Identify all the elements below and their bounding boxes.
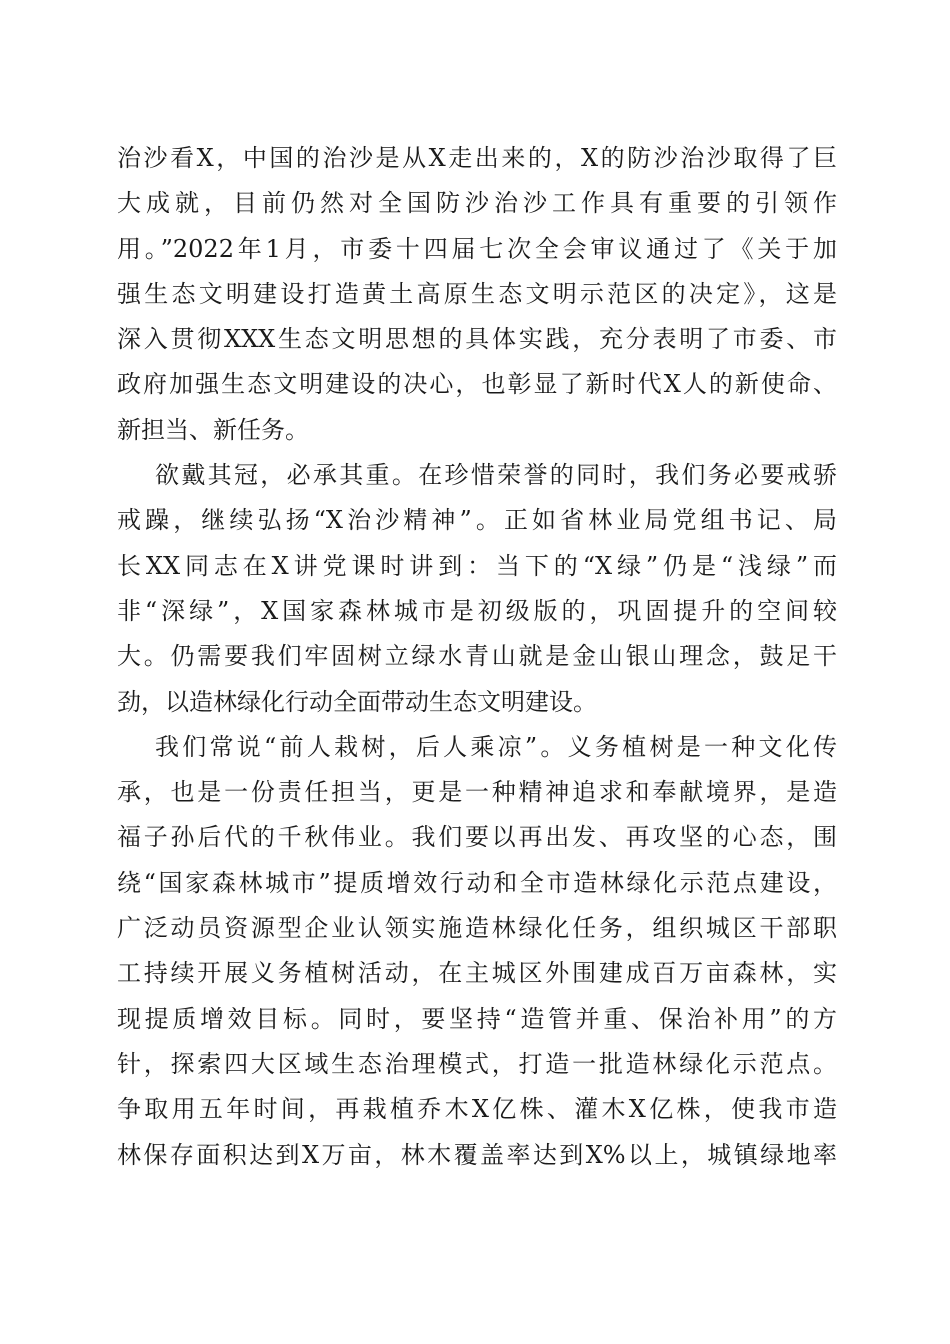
paragraph-3 [117, 725, 837, 1178]
text-line: 绕“国家森林城市”提质增效行动和全市造林绿化示范点建设， [117, 868, 837, 897]
text-line: 长XX同志在X讲党课时讲到：当下的“X绿”仍是“浅绿”而 [117, 551, 837, 580]
text-line: 大成就，目前仍然对全国防沙治沙工作具有重要的引领作 [117, 189, 837, 218]
text-line: 新担当、新任务。 [117, 415, 309, 444]
document-body [117, 136, 837, 1178]
text-line: 深入贯彻XXX生态文明思想的具体实践，充分表明了市委、市 [117, 325, 837, 354]
text-line: 我们常说“前人栽树，后人乘凉”。义务植树是一种文化传 [155, 732, 837, 761]
text-line: 林保存面积达到X万亩，林木覆盖率达到X%以上，城镇绿地率 [117, 1140, 837, 1169]
text-line: 针，探索四大区域生态治理模式，打造一批造林绿化示范点。 [117, 1049, 837, 1078]
text-line: 政府加强生态文明建设的决心，也彰显了新时代X人的新使命、 [117, 370, 837, 399]
text-line: 大。仍需要我们牢固树立绿水青山就是金山银山理念，鼓足干 [117, 642, 837, 671]
text-line: 承，也是一份责任担当，更是一种精神追求和奉献境界，是造 [117, 778, 837, 807]
text-line: 戒躁，继续弘扬“X治沙精神”。正如省林业局党组书记、局 [117, 506, 837, 535]
text-line: 用。”2022年1月，市委十四届七次全会审议通过了《关于加 [117, 234, 837, 263]
paragraph-1 [117, 136, 837, 453]
paragraph-2 [117, 453, 837, 725]
text-line: 工持续开展义务植树活动，在主城区外围建成百万亩森林，实 [117, 959, 837, 988]
text-line: 福子孙后代的千秋伟业。我们要以再出发、再攻坚的心态，围 [117, 823, 837, 852]
text-line: 现提质增效目标。同时，要坚持“造管并重、保治补用”的方 [117, 1004, 837, 1033]
text-line: 欲戴其冠，必承其重。在珍惜荣誉的同时，我们务必要戒骄 [155, 461, 837, 490]
text-line: 广泛动员资源型企业认领实施造林绿化任务，组织城区干部职 [117, 914, 837, 943]
text-line: 治沙看X，中国的治沙是从X走出来的，X的防沙治沙取得了巨 [117, 144, 837, 172]
text-line: 争取用五年时间，再栽植乔木X亿株、灌木X亿株，使我市造 [117, 1095, 837, 1124]
text-line: 强生态文明建设打造黄土高原生态文明示范区的决定》，这是 [117, 279, 837, 308]
text-line: 非“深绿”，X国家森林城市是初级版的，巩固提升的空间较 [117, 596, 837, 625]
text-line: 劲，以造林绿化行动全面带动生态文明建设。 [117, 687, 597, 716]
